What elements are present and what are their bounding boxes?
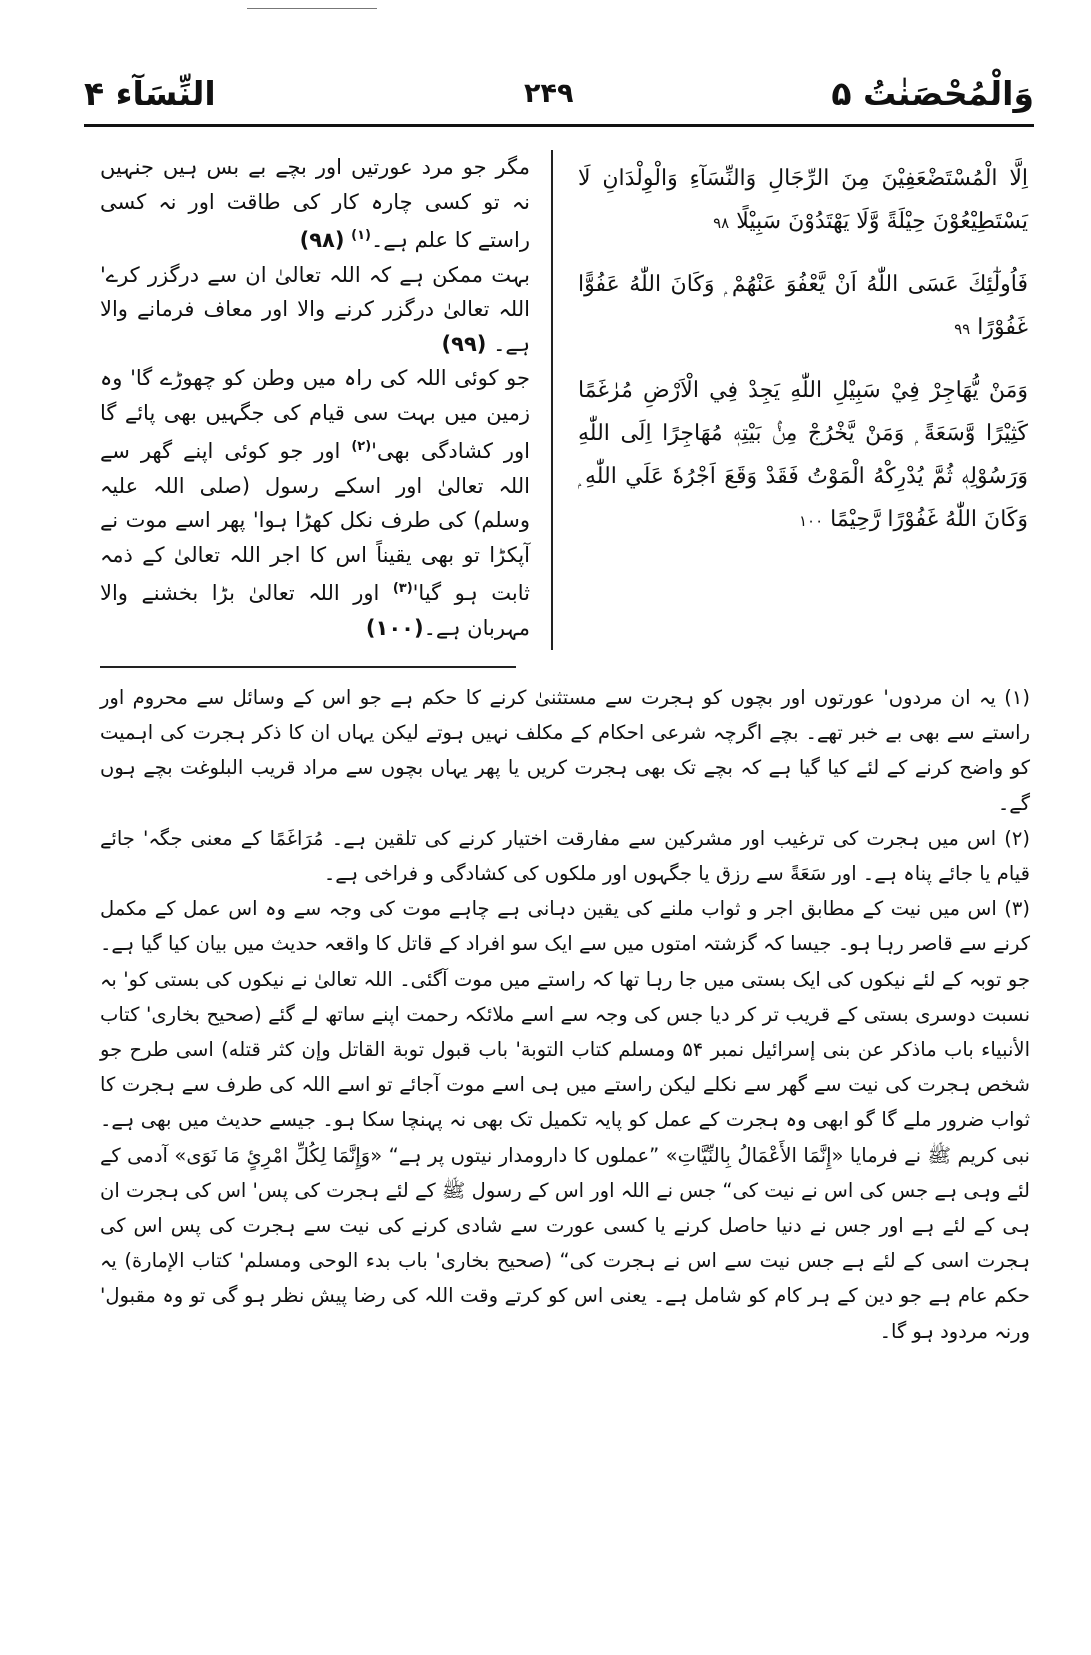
ayah-end-marker: ۹۹ — [954, 320, 971, 338]
translation-100 — [100, 361, 530, 645]
translation-text-cont: اور جو کوئی اپنے گھر سے اللہ تعالیٰ اور اسکے رسول (صلی اللہ علیہ وسلم) کی طرف نکل کھڑا ہوا' پھر اسے موت نے آپکڑا تو بھی یقیناً اس کا اجر اللہ تعالیٰ کے ذمہ ثابت ہو گیا' — [100, 439, 530, 605]
translation-text: جو کوئی اللہ کی راہ میں وطن کو چھوڑے گا' وہ زمین میں بہت سی قیام کی جگہیں بھی پائے گا اور کشادگی بھی' — [100, 366, 530, 463]
translation-text: مگر جو مرد عورتیں اور بچے بے بس ہیں جنہیں نہ تو کسی چارہ کار کی طاقت اور نہ کسی راستے کا علم ہے۔ — [100, 155, 530, 252]
column-divider — [551, 150, 553, 650]
verse-number: (۹۸) — [299, 228, 345, 252]
translation-text: بہت ممکن ہے کہ اللہ تعالیٰ ان سے درگزر کرے' اللہ تعالیٰ درگزر کرنے والا اور معاف فرمانے والا ہے۔ — [100, 262, 530, 356]
ayah-end-marker: ۹۸ — [713, 214, 730, 232]
footnotes-section — [100, 680, 1030, 1349]
translation-98 — [100, 150, 530, 258]
footnote-2: (۲) اس میں ہجرت کی ترغیب اور مشرکین سے مفارقت اختیار کرنے کی تلقین ہے۔ مُرَاغَمًا کے معنی جگہ' جائے قیام یا جائے پناہ ہے۔ اور سَعَةً سے رزق یا جگہوں اور ملکوں کی کشادگی و فراخی ہے۔ — [100, 826, 1030, 886]
top-edge-line — [247, 8, 377, 9]
footnote-3: (۳) اس میں نیت کے مطابق اجر و ثواب ملنے کی یقین دہانی ہے چاہے موت کی وجہ سے وہ اس عمل کے مکمل کرنے سے قاصر رہا ہو۔ جیسا کہ گزشتہ امتوں میں سے ایک سو افراد کے قاتل کا واقعہ حدیث میں بیان کیا گیا ہے۔ جو توبہ کے لئے نیکوں کی ایک بستی میں جا رہا تھا کہ راستے میں موت آگئی۔ اللہ تعالیٰ نے نیکوں کی بستی کو' بہ نسبت دوسری بستی کے قریب تر کر دیا جس کی وجہ سے اسے ملائکہ رحمت اپنے ساتھ لے گئے (صحیح بخاری' کتاب الأنبیاء باب ماذکر عن بنی إسرائیل نمبر ۵۴ ومسلم کتاب التوبة' باب قبول توبة القاتل وإن کثر قتله) اسی طرح جو شخص ہجرت کی نیت سے گھر سے نکلے لیکن راستے میں ہی اسے موت آجائے تو اسے اللہ کی طرف سے ہجرت کا ثواب ضرور ملے گا گو ابھی وہ ہجرت کے عمل کو پایہ تکمیل تک بھی نہ پہنچا سکا ہو۔ جیسے حدیث میں بھی ہے۔ نبی کریم ﷺ نے فرمایا «إِنَّمَا الأَعْمَالُ بِالنِّيَّاتِ» ”عملوں کا دارومدار نیتوں پر ہے“ «وَإِنَّمَا لِكُلِّ امْرِئٍ مَا نَوَى» آدمی کے لئے وہی ہے جس کی اس نے نیت کی“ جس نے اللہ اور اس کے رسول ﷺ کے لئے ہجرت کی پس' اس کی ہجرت ان ہی کے لئے ہے اور جس نے دنیا حاصل کرنے یا کسی عورت سے شادی کرنے کی نیت سے ہجرت کی پس اس کی ہجرت اسی کے لئے ہے جس نیت سے اس نے ہجرت کی“ (صحیح بخاری' باب بدء الوحی ومسلم' کتاب الإمارة) یہ حکم عام ہے جو دین کے ہر کام کو شامل ہے۔ یعنی اس کو کرتے وقت اللہ کی رضا پیش نظر ہو گی تو وہ مقبول' ورنہ مردود ہو گا۔ — [100, 897, 1030, 1343]
footnote-1: (۱) یہ ان مردوں' عورتوں اور بچوں کو ہجرت سے مستثنیٰ کرنے کا حکم ہے جو اس کے وسائل سے محروم اور راستے سے بھی بے خبر تھے۔ بچے اگرچہ شرعی احکام کے مکلف نہیں ہوتے لیکن یہاں ان کا ذکر ہجرت کی اہمیت کو واضح کرنے کے لئے کیا گیا ہے کہ بچے تک بھی ہجرت کریں یا پھر یہاں بچوں سے مراد قریب البلوغت بچے ہوں گے۔ — [100, 686, 1030, 815]
page-number: ۲۴۹ — [524, 78, 574, 109]
page-header — [84, 74, 1034, 124]
translation-text-end: اور اللہ تعالیٰ بڑا بخشنے والا مہربان ہے۔ — [100, 581, 530, 640]
header-rule — [84, 124, 1034, 127]
footnote-ref: (۱) — [351, 228, 371, 243]
ayah-text: وَمَنْ يُّهَاجِرْ فِيْ سَبِيْلِ اللّٰهِ يَجِدْ فِي الْاَرْضِ مُرٰغَمًا كَثِيْرًا وَّسَعَةً ۭ وَمَنْ يَّخْرُجْ مِنْۢ بَيْتِهٖ مُهَاجِرًا اِلَى اللّٰهِ وَرَسُوْلِهٖ ثُمَّ يُدْرِكْهُ الْمَوْتُ فَقَدْ وَقَعَ اَجْرُهٗ عَلَي اللّٰهِ ۭ وَكَانَ اللّٰهُ غَفُوْرًا رَّحِيْمًا — [578, 378, 1028, 532]
footnote-ref: (۲) — [351, 439, 372, 454]
translation-99 — [100, 258, 530, 362]
surah-name: النِّسَآء ۴ — [84, 74, 216, 113]
ayah-98 — [578, 157, 1028, 245]
urdu-translation-column — [100, 150, 530, 645]
footnote-rule — [100, 666, 516, 668]
arabic-text-column — [578, 157, 1028, 561]
ayah-text: اِلَّا الْمُسْتَضْعَفِيْنَ مِنَ الرِّجَالِ وَالنِّسَآءِ وَالْوِلْدَانِ لَا يَسْتَطِيْعُوْنَ حِيْلَةً وَّلَا يَهْتَدُوْنَ سَبِيْلًا — [578, 166, 1028, 234]
ayah-text: فَاُولٰٓئِكَ عَسَى اللّٰهُ اَنْ يَّعْفُوَ عَنْهُمْ ۭ وَكَانَ اللّٰهُ عَفُوًّا غَفُوْرًا — [578, 272, 1028, 340]
para-name: وَالْمُحْصَنٰتُ ۵ — [831, 74, 1034, 113]
ayah-99 — [578, 263, 1028, 351]
ayah-100 — [578, 369, 1028, 543]
footnote-ref: (۳) — [392, 581, 413, 596]
ayah-end-marker: ۱۰۰ — [798, 512, 824, 530]
verse-number: (۱۰۰) — [365, 615, 424, 640]
verse-number: (۹۹) — [441, 331, 487, 356]
